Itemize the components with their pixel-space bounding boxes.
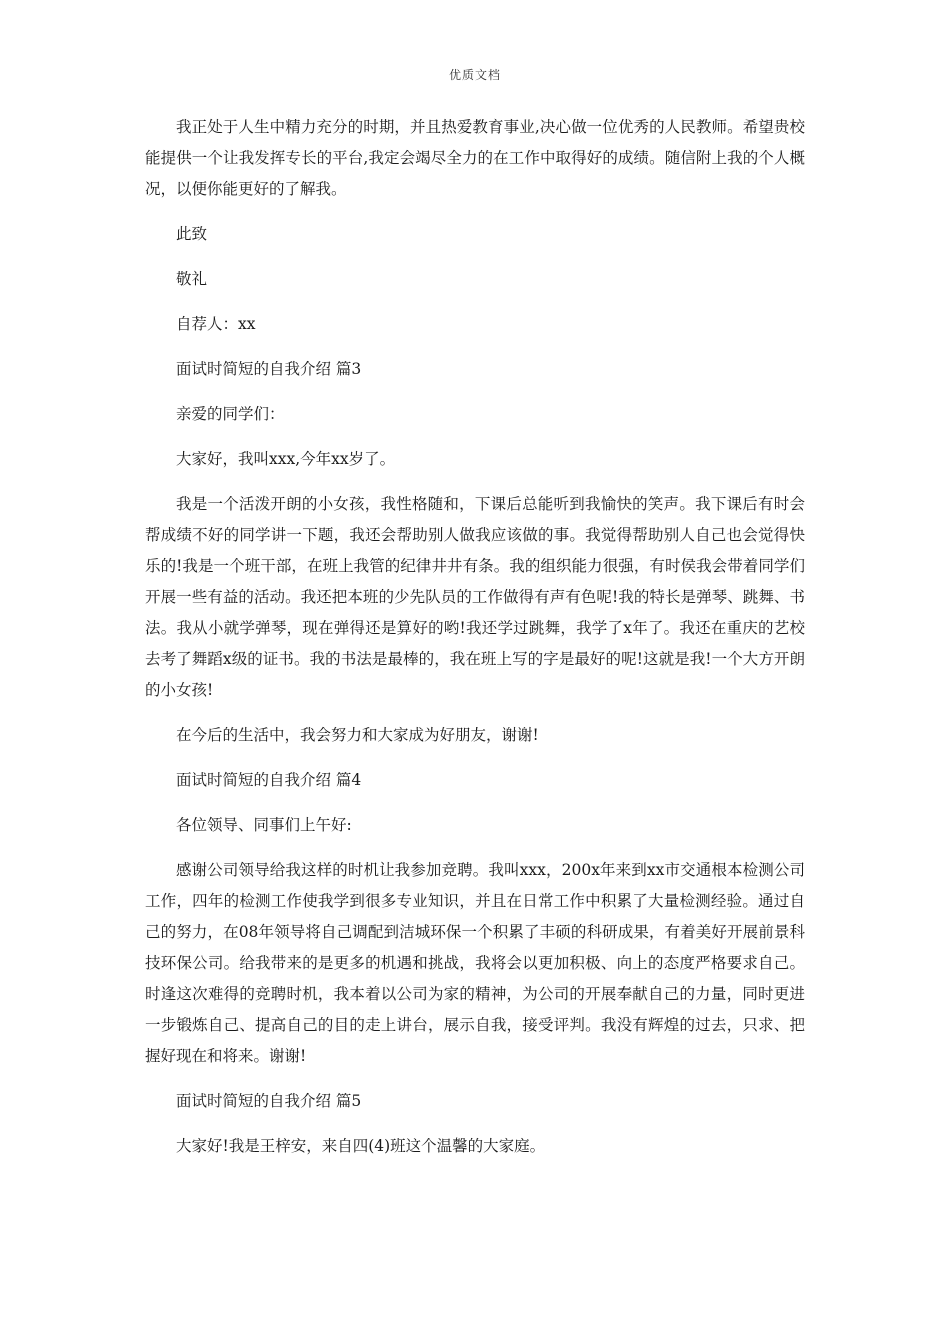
section-heading-4: 面试时简短的自我介绍 篇4 — [176, 771, 362, 789]
closing-salutation: 此致 — [176, 225, 208, 243]
section-heading-5: 面试时简短的自我介绍 篇5 — [176, 1092, 362, 1110]
intro-line-5: 大家好!我是王梓安，来自四(4)班这个温馨的大家庭。 — [176, 1137, 546, 1155]
closing-line-friends: 在今后的生活中，我会努力和大家成为好朋友，谢谢! — [176, 726, 539, 744]
greeting-colleagues: 各位领导、同事们上午好: — [176, 816, 352, 834]
document-body — [145, 112, 805, 1176]
paragraph-application: 我正处于人生中精力充分的时期，并且热爱教育事业,决心做一位优秀的人民教师。希望贵校能提供一个让我发挥专长的平台,我定会竭尽全力的在工作中取得好的成绩。随信附上我的个人概况，以便你能更好的了解我。 — [145, 118, 805, 198]
paragraph-competition: 感谢公司领导给我这样的时机让我参加竞聘。我叫xxx，200x年来到xx市交通根本检测公司工作，四年的检测工作使我学到很多专业知识，并且在日常工作中积累了大量检测经验。通过自己的努力，在08年领导将自己调配到洁城环保一个积累了丰硕的科研成果，有着美好开展前景科技环保公司。给我带来的是更多的机遇和挑战，我将会以更加积极、向上的态度严格要求自己。时逢这次难得的竞聘时机，我本着以公司为家的精神，为公司的开展奉献自己的力量，同时更进一步锻炼自己、提高自己的目的走上讲台，展示自我，接受评判。我没有辉煌的过去，只求、把握好现在和将来。谢谢! — [145, 861, 805, 1065]
intro-line: 大家好，我叫xxx,今年xx岁了。 — [176, 450, 396, 468]
closing-regards: 敬礼 — [176, 270, 208, 288]
signature-line: 自荐人：xx — [176, 315, 256, 333]
page-header: 优质文档 — [448, 68, 501, 82]
greeting-classmates: 亲爱的同学们： — [176, 405, 285, 423]
section-heading-3: 面试时简短的自我介绍 篇3 — [176, 360, 362, 378]
paragraph-self-description: 我是一个活泼开朗的小女孩，我性格随和，下课后总能听到我愉快的笑声。我下课后有时会帮成绩不好的同学讲一下题，我还会帮助别人做我应该做的事。我觉得帮助别人自己也会觉得快乐的!我是一个班干部，在班上我管的纪律井井有条。我的组织能力很强，有时侯我会带着同学们开展一些有益的活动。我还把本班的少先队员的工作做得有声有色呢!我的特长是弹琴、跳舞、书法。我从小就学弹琴，现在弹得还是算好的哟!我还学过跳舞，我学了x年了。我还在重庆的艺校去考了舞蹈x级的证书。我的书法是最棒的，我在班上写的字是最好的呢!这就是我!一个大方开朗的小女孩! — [145, 495, 805, 699]
